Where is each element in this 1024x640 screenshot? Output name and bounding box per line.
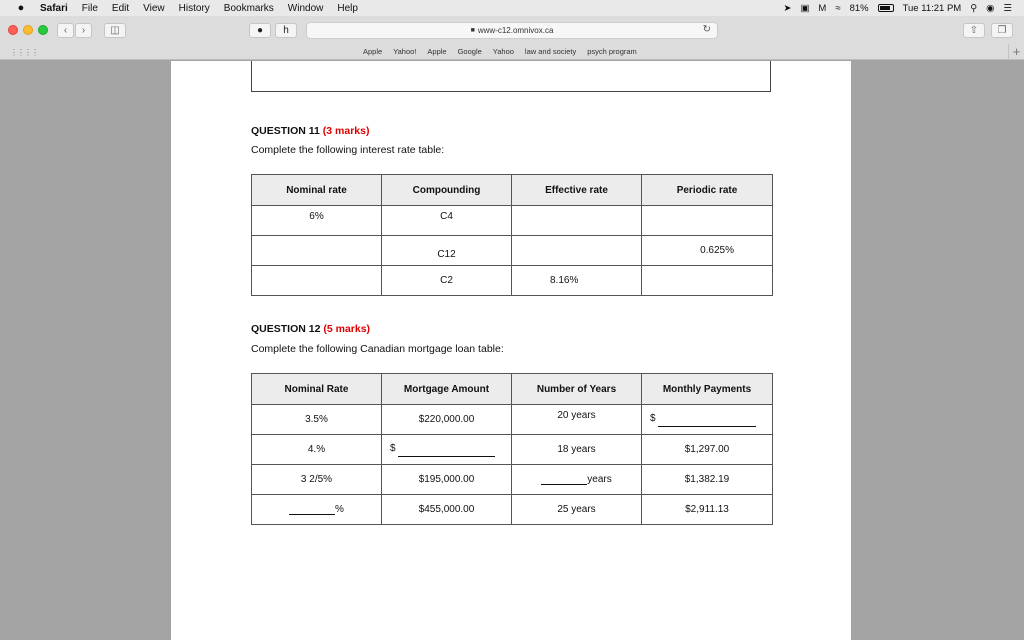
url-text: www-c12.omnivox.ca [477,26,554,35]
share-button[interactable] [963,23,985,38]
siri-icon[interactable]: ◉ [986,2,995,14]
table-row [252,435,773,465]
q12-r1-amount: $220,000.00 [382,405,512,435]
q11-r3-compounding: C2 [382,266,512,296]
menu-history[interactable]: History [178,2,210,14]
bookmark-yahoo-2[interactable]: Yahoo [492,47,514,56]
q12-r3-years-unit: years [587,474,612,485]
q11-r3-periodic [642,266,773,296]
chevron-right-icon: › [81,25,86,36]
previous-answer-box [251,61,771,92]
q11-heading [251,125,369,137]
q12-header-number-of-years: Number of Years [512,374,642,405]
q12-r3-payment: $1,382.19 [642,465,773,495]
q12-header-nominal-rate: Nominal Rate [252,374,382,405]
q11-title: QUESTION 11 [251,125,320,137]
q12-r2-payment: $1,297.00 [642,435,773,465]
q12-r1-payment-sign: $ [650,413,656,424]
extension-honey-icon: h [283,25,289,36]
battery-icon[interactable] [878,4,894,12]
bookmarks-bar [0,44,1024,60]
interest-rate-table [251,174,773,296]
q11-r3-effective: 8.16% [512,266,642,296]
table-row [252,495,773,525]
q12-r4-amount: $455,000.00 [382,495,512,525]
zoom-window-button[interactable] [38,25,48,35]
q12-r2-amount-sign: $ [390,443,396,454]
mortgage-loan-table [251,373,773,525]
q12-r4-nominal-blank[interactable] [252,495,382,525]
menu-bar [0,0,1024,16]
extension-circle-icon: ● [256,25,264,36]
bookmark-law-and-society[interactable]: law and society [524,47,577,56]
q12-heading [251,323,370,335]
q12-instruction: Complete the following Canadian mortgage loan table: [251,343,504,355]
menu-file[interactable]: File [81,2,98,14]
tabs-icon: ❐ [997,25,1007,36]
q11-r1-periodic [642,206,773,236]
q11-r1-compounding: C4 [382,206,512,236]
q12-r4-payment: $2,911.13 [642,495,773,525]
menu-edit[interactable]: Edit [111,2,130,14]
address-bar[interactable] [306,22,718,39]
location-arrow-icon[interactable]: ➤ [783,2,792,14]
q12-r1-years: 20 years [512,405,642,435]
table-row [252,236,773,266]
table-row [252,465,773,495]
q12-title: QUESTION 12 [251,323,321,335]
browser-toolbar [0,16,1024,44]
battery-percent[interactable]: 81% [849,2,869,14]
q12-r3-amount: $195,000.00 [382,465,512,495]
table-row [252,405,773,435]
back-button[interactable] [57,23,74,38]
q12-r1-nominal: 3.5% [252,405,382,435]
q12-r3-years-blank[interactable] [512,465,642,495]
table-row [252,266,773,296]
answer-blank-line [541,475,587,485]
q12-header-monthly-payments: Monthly Payments [642,374,773,405]
reload-icon[interactable]: ↻ [702,24,711,35]
q12-r2-nominal: 4.% [252,435,382,465]
bookmark-apple-2[interactable]: Apple [427,47,447,56]
q11-r1-effective [512,206,642,236]
q12-r2-amount-blank[interactable] [382,435,512,465]
q12-r1-payment-blank[interactable] [642,405,773,435]
q11-r2-nominal [252,236,382,266]
new-tab-plus-icon[interactable]: + [1008,44,1024,60]
q12-r3-nominal: 3 2/5% [252,465,382,495]
q11-r2-periodic: 0.625% [642,236,773,266]
wifi-icon[interactable]: ≈ [835,2,841,14]
q12-r2-years: 18 years [512,435,642,465]
forward-button[interactable] [75,23,92,38]
minimize-window-button[interactable] [23,25,33,35]
lock-icon: ■ [470,27,475,34]
answer-blank-line [658,426,756,427]
q11-r1-nominal: 6% [252,206,382,236]
q11-r2-effective [512,236,642,266]
menu-bookmarks[interactable]: Bookmarks [223,2,274,14]
spotlight-search-icon[interactable]: ⚲ [970,2,978,14]
answer-blank-line [398,456,495,457]
q11-marks: (3 marks) [322,125,370,137]
clock[interactable]: Tue 11:21 PM [902,2,962,14]
close-window-button[interactable] [8,25,18,35]
bookmark-google[interactable]: Google [457,47,482,56]
menu-view[interactable]: View [143,2,165,14]
answer-blank-line [289,505,335,515]
q12-r4-years: 25 years [512,495,642,525]
menu-app-safari[interactable]: Safari [40,2,68,14]
bookmark-psych-program[interactable]: psych program [587,47,637,56]
document-page [171,61,851,640]
q12-r4-nominal-unit: % [335,504,344,515]
q11-header-nominal-rate: Nominal rate [252,175,382,206]
bookmark-yahoo[interactable]: Yahoo! [393,47,417,56]
tabs-overview-button[interactable] [991,23,1013,38]
q12-marks: (5 marks) [323,323,371,335]
sidebar-button[interactable] [104,23,126,38]
bookmark-apple[interactable]: Apple [363,47,383,56]
app-status-icon[interactable]: ▣ [800,2,810,14]
menu-help[interactable]: Help [337,2,358,14]
extension-button-1[interactable] [249,23,271,38]
status-area [783,0,1012,16]
q11-r2-compounding: C12 [382,236,512,266]
q11-header-compounding: Compounding [382,175,512,206]
apple-menu-icon[interactable]: ● [17,2,25,14]
q11-r3-nominal [252,266,382,296]
q12-header-mortgage-amount: Mortgage Amount [382,374,512,405]
menu-window[interactable]: Window [287,2,324,14]
gmail-icon[interactable]: M [818,2,827,14]
notification-center-icon[interactable]: ☰ [1003,2,1012,14]
sidebar-icon: ◫ [110,25,120,36]
top-sites-grid-icon[interactable]: ⋮⋮⋮⋮ [10,48,38,57]
q11-instruction: Complete the following interest rate table: [251,144,445,156]
chevron-left-icon: ‹ [63,25,68,36]
share-icon: ⇧ [969,25,979,36]
extension-button-2[interactable] [275,23,297,38]
q11-header-effective-rate: Effective rate [512,175,642,206]
table-row [252,206,773,236]
q11-header-periodic-rate: Periodic rate [642,175,773,206]
